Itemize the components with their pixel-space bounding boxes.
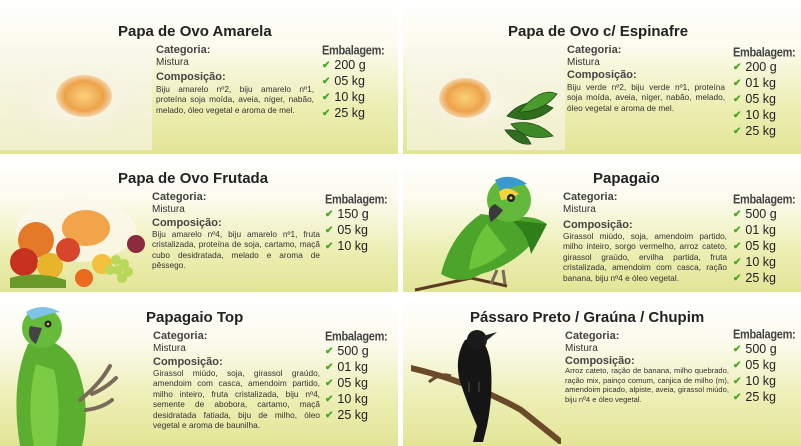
categoria-label: Categoria: <box>563 191 618 203</box>
composicao-label: Composição: <box>567 69 637 81</box>
check-icon: ✔ <box>733 62 742 73</box>
check-icon: ✔ <box>733 273 742 284</box>
package-option: ✔ 10 kg <box>322 90 365 104</box>
check-icon: ✔ <box>325 362 334 373</box>
check-icon: ✔ <box>325 410 334 421</box>
composicao-label: Composição: <box>152 217 222 229</box>
check-icon: ✔ <box>733 78 742 89</box>
check-icon: ✔ <box>733 257 742 268</box>
egg-spinach-image <box>407 46 565 150</box>
check-icon: ✔ <box>733 344 742 355</box>
embalagem-list <box>325 193 387 255</box>
categoria-value: Mistura <box>153 343 186 354</box>
check-icon: ✔ <box>325 225 334 236</box>
package-option: ✔ 05 kg <box>325 376 368 390</box>
fruit-image <box>6 190 152 288</box>
composicao-text: Biju amarelo nº2, biju amarelo nº1, proteína soja moída, aveia, níger, nabão, melado, óleo vegetal e aroma de mel. <box>156 84 314 115</box>
check-icon: ✔ <box>733 241 742 252</box>
package-option: ✔ 10 kg <box>733 108 776 122</box>
product-card <box>403 158 801 292</box>
composicao-label: Composição: <box>153 356 223 368</box>
egg-image <box>0 46 152 150</box>
package-option: ✔ 01 kg <box>733 76 776 90</box>
embalagem-label: Embalagem: <box>733 328 796 342</box>
product-card <box>0 158 398 292</box>
check-icon: ✔ <box>322 76 331 87</box>
product-card <box>403 296 801 446</box>
check-icon: ✔ <box>325 346 334 357</box>
check-icon: ✔ <box>322 60 331 71</box>
embalagem-label: Embalagem: <box>325 193 388 207</box>
check-icon: ✔ <box>733 209 742 220</box>
package-option: ✔ 01 kg <box>325 360 368 374</box>
categoria-label: Categoria: <box>152 191 207 203</box>
parrot-top-image <box>6 304 122 446</box>
embalagem-label: Embalagem: <box>325 330 388 344</box>
product-title: Papa de Ovo Amarela <box>118 23 272 40</box>
embalagem-label: Embalagem: <box>733 46 796 60</box>
composicao-label: Composição: <box>563 219 633 231</box>
categoria-label: Categoria: <box>565 330 620 342</box>
embalagem-list <box>733 193 795 287</box>
product-card <box>0 0 398 154</box>
product-title: Papagaio Top <box>146 309 244 326</box>
embalagem-label: Embalagem: <box>733 193 796 207</box>
categoria-label: Categoria: <box>156 44 211 56</box>
embalagem-list <box>322 44 384 122</box>
package-option: ✔ 10 kg <box>325 392 368 406</box>
categoria-value: Mistura <box>156 57 189 68</box>
product-title: Papa de Ovo c/ Espinafre <box>508 23 689 40</box>
product-title: Papa de Ovo Frutada <box>118 170 269 187</box>
package-option: ✔ 05 kg <box>733 358 776 372</box>
check-icon: ✔ <box>733 94 742 105</box>
check-icon: ✔ <box>733 225 742 236</box>
package-option: ✔ 25 kg <box>733 390 776 404</box>
package-option: ✔ 25 kg <box>733 124 776 138</box>
categoria-label: Categoria: <box>153 330 208 342</box>
package-option: ✔ 500 g <box>733 342 777 356</box>
composicao-text: Arroz cateto, ração de banana, milho quebrado, ração mix, painço comum, canjica de milho (m), amendoim picado, alpiste, aveia, girassol miúdo, biju nº4 e óleo vegetal. <box>565 366 729 404</box>
categoria-value: Mistura <box>565 343 598 354</box>
composicao-text: Biju verde nº2, biju verde nº1, proteína soja moída, aveia, níger, nabão, melado, óleo vegetal e aroma de mel. <box>567 82 725 113</box>
check-icon: ✔ <box>733 110 742 121</box>
composicao-label: Composição: <box>156 71 226 83</box>
package-option: ✔ 05 kg <box>733 239 776 253</box>
check-icon: ✔ <box>322 108 331 119</box>
check-icon: ✔ <box>325 378 334 389</box>
composicao-text: Girassol miúdo, soja, girassol graúdo, amendoim com casca, amendoim partido, milho inteiro, fruta cristalizada, biju nº4, semente de abobora, cartamo, maçã desidratada fatiada, biju de milho, óleo vegetal e aroma de baunilha. <box>153 368 320 431</box>
check-icon: ✔ <box>325 394 334 405</box>
package-option: ✔ 10 kg <box>733 255 776 269</box>
package-option: ✔ 25 kg <box>325 408 368 422</box>
package-option: ✔ 500 g <box>325 344 369 358</box>
package-option: ✔ 150 g <box>325 207 369 221</box>
blackbird-image <box>411 326 561 444</box>
check-icon: ✔ <box>733 376 742 387</box>
package-option: ✔ 05 kg <box>325 223 368 237</box>
package-option: ✔ 500 g <box>733 207 777 221</box>
product-card <box>0 296 398 446</box>
check-icon: ✔ <box>733 126 742 137</box>
embalagem-list <box>733 46 795 140</box>
composicao-label: Composição: <box>565 355 635 367</box>
categoria-label: Categoria: <box>567 44 622 56</box>
check-icon: ✔ <box>733 360 742 371</box>
parrot-image <box>411 174 557 292</box>
package-option: ✔ 10 kg <box>733 374 776 388</box>
composicao-text: Girassol miúdo, soja, amendoim partido, milho inteiro, sorgo vermelho, arroz cateto, girassol graúdo, ervilha partida, fruta cristalizada, amendoim com casca, ração banana, biju nº4 e óleo vegetal. <box>563 231 727 283</box>
package-option: ✔ 25 kg <box>322 106 365 120</box>
categoria-value: Mistura <box>152 204 185 215</box>
package-option: ✔ 05 kg <box>733 92 776 106</box>
product-card <box>403 0 801 154</box>
package-option: ✔ 200 g <box>733 60 777 74</box>
product-title: Papagaio <box>593 170 660 187</box>
product-title: Pássaro Preto / Graúna / Chupim <box>470 309 705 326</box>
package-option: ✔ 10 kg <box>325 239 368 253</box>
embalagem-list <box>733 328 795 406</box>
check-icon: ✔ <box>322 92 331 103</box>
package-option: ✔ 200 g <box>322 58 366 72</box>
package-option: ✔ 05 kg <box>322 74 365 88</box>
embalagem-list <box>325 330 387 424</box>
check-icon: ✔ <box>733 392 742 403</box>
check-icon: ✔ <box>325 241 334 252</box>
package-option: ✔ 01 kg <box>733 223 776 237</box>
composicao-text: Biju amarelo nº4, biju amarelo nº1, fruta cristalizada, proteína de soja, cartamo, maçã cubo desidratada, melado e aroma de pêssego. <box>152 229 320 271</box>
categoria-value: Mistura <box>567 57 600 68</box>
embalagem-label: Embalagem: <box>322 44 385 58</box>
package-option: ✔ 25 kg <box>733 271 776 285</box>
categoria-value: Mistura <box>563 204 596 215</box>
check-icon: ✔ <box>325 209 334 220</box>
